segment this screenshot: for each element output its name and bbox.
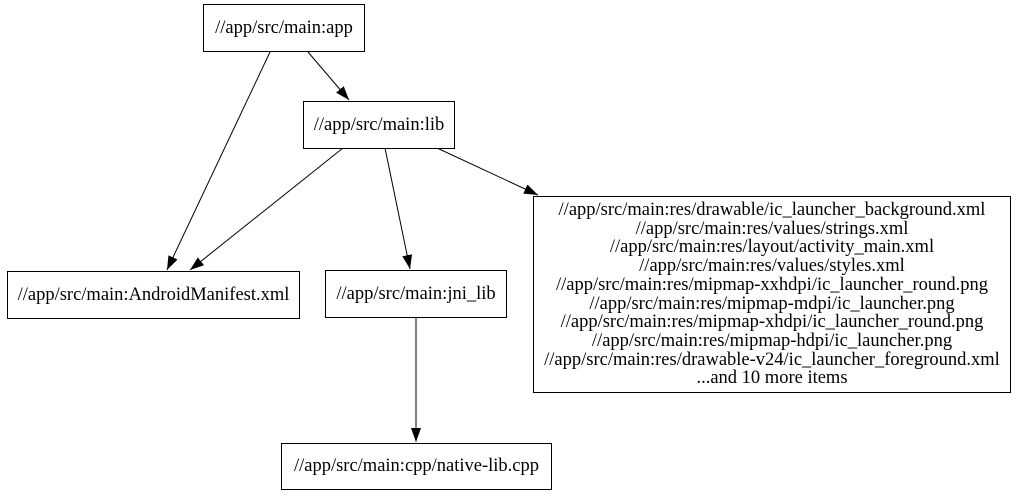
res-item: //app/src/main:res/mipmap-mdpi/ic_launcher.png: [589, 293, 955, 314]
node-lib: //app/src/main:lib: [303, 101, 455, 149]
node-native-lib: //app/src/main:cpp/native-lib.cpp: [281, 443, 552, 490]
res-more-items: ...and 10 more items: [696, 368, 848, 389]
res-item: //app/src/main:res/drawable/ic_launcher_background.xml: [558, 199, 986, 220]
res-item: //app/src/main:res/mipmap-xxhdpi/ic_launcher_round.png: [555, 274, 989, 295]
res-item: //app/src/main:res/values/styles.xml: [639, 256, 905, 277]
res-item: //app/src/main:res/layout/activity_main.xml: [609, 237, 935, 258]
node-app: //app/src/main:app: [203, 4, 365, 52]
res-item: //app/src/main:res/values/strings.xml: [635, 218, 909, 239]
edge-lib-to-res-group: [437, 148, 538, 195]
res-item: //app/src/main:res/mipmap-hdpi/ic_launcher.png: [591, 330, 953, 351]
node-res-group: [533, 196, 1011, 393]
edge-app-to-manifest: [167, 52, 270, 270]
node-android-manifest: //app/src/main:AndroidManifest.xml: [7, 271, 300, 319]
edge-lib-to-jni-lib: [385, 148, 410, 269]
edge-app-to-lib: [308, 52, 349, 100]
res-item: //app/src/main:res/mipmap-xhdpi/ic_launcher_round.png: [560, 312, 984, 333]
edge-lib-to-manifest: [190, 148, 343, 270]
node-jni-lib: //app/src/main:jni_lib: [325, 270, 507, 318]
res-item: //app/src/main:res/drawable-v24/ic_launcher_foreground.xml: [544, 349, 1000, 370]
